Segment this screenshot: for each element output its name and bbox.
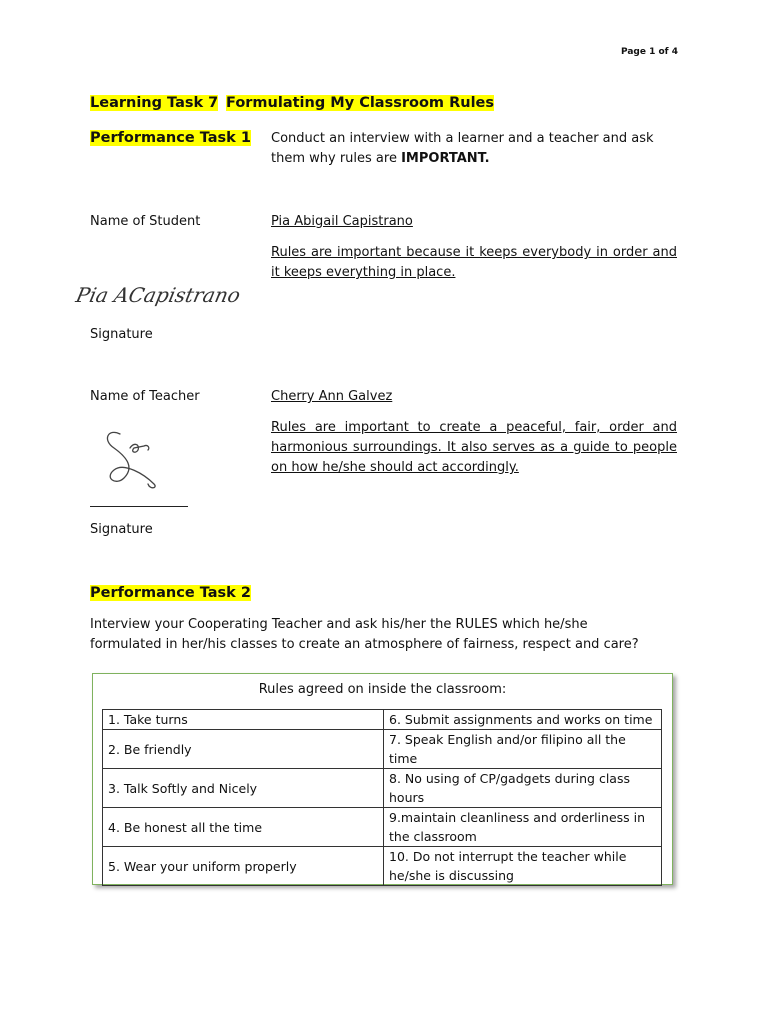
teacher-signature [100,422,164,494]
rule-cell: 10. Do not interrupt the teacher while he/she is discussing [384,847,662,886]
rules-box [92,673,673,885]
rule-cell: 9.maintain cleanliness and orderliness in the classroom [384,808,662,847]
learning-task-title: Formulating My Classroom Rules [226,95,495,111]
table-row [103,808,662,847]
rule-cell: 1. Take turns [103,710,384,730]
rule-cell: 2. Be friendly [103,730,384,769]
task-1-instruction [271,129,671,169]
student-name: Pia Abigail Capistrano [271,214,413,229]
performance-task-1-heading: Performance Task 1 [90,130,251,146]
teacher-answer: Rules are important to create a peaceful, fair, order and harmonious surroundings. It also serves as a guide to people on how he/she should act accordingly. [271,420,677,475]
student-name-label: Name of Student [90,214,201,229]
task-2-instruction: Interview your Cooperating Teacher and ask his/her the RULES which he/she formulated in her/his classes to create an atmosphere of fairness, respect and care? [90,617,639,652]
task-1-instruction-emphasis: IMPORTANT. [401,151,490,166]
rules-table-title: Rules agreed on inside the classroom: [258,682,507,697]
task-1-instruction-text: Conduct an interview with a learner and a teacher and ask them why rules are [271,131,654,166]
page-number: Page 1 of 4 [621,47,678,57]
rule-cell: 4. Be honest all the time [103,808,384,847]
teacher-name: Cherry Ann Galvez [271,389,393,404]
performance-task-2-heading: Performance Task 2 [90,585,251,601]
rule-cell: 7. Speak English and/or filipino all the time [384,730,662,769]
student-answer: Rules are important because it keeps everybody in order and it keeps everything in place. [271,245,677,280]
rule-cell: 3. Talk Softly and Nicely [103,769,384,808]
student-signature [72,278,243,314]
table-row [103,710,662,730]
rule-cell: 6. Submit assignments and works on time [384,710,662,730]
table-row [103,730,662,769]
rule-cell: 5. Wear your uniform properly [103,847,384,886]
student-signature-label: Signature [90,327,153,342]
teacher-signature-line [90,506,188,507]
learning-task-label: Learning Task 7 [90,95,219,111]
page-title [90,95,495,111]
rule-cell: 8. No using of CP/gadgets during class hours [384,769,662,808]
table-row [103,769,662,808]
student-signature-script: Pia ACapistrano [73,283,243,307]
table-row [103,847,662,886]
rules-table [102,709,662,886]
teacher-signature-label: Signature [90,522,153,537]
teacher-name-label: Name of Teacher [90,389,200,404]
